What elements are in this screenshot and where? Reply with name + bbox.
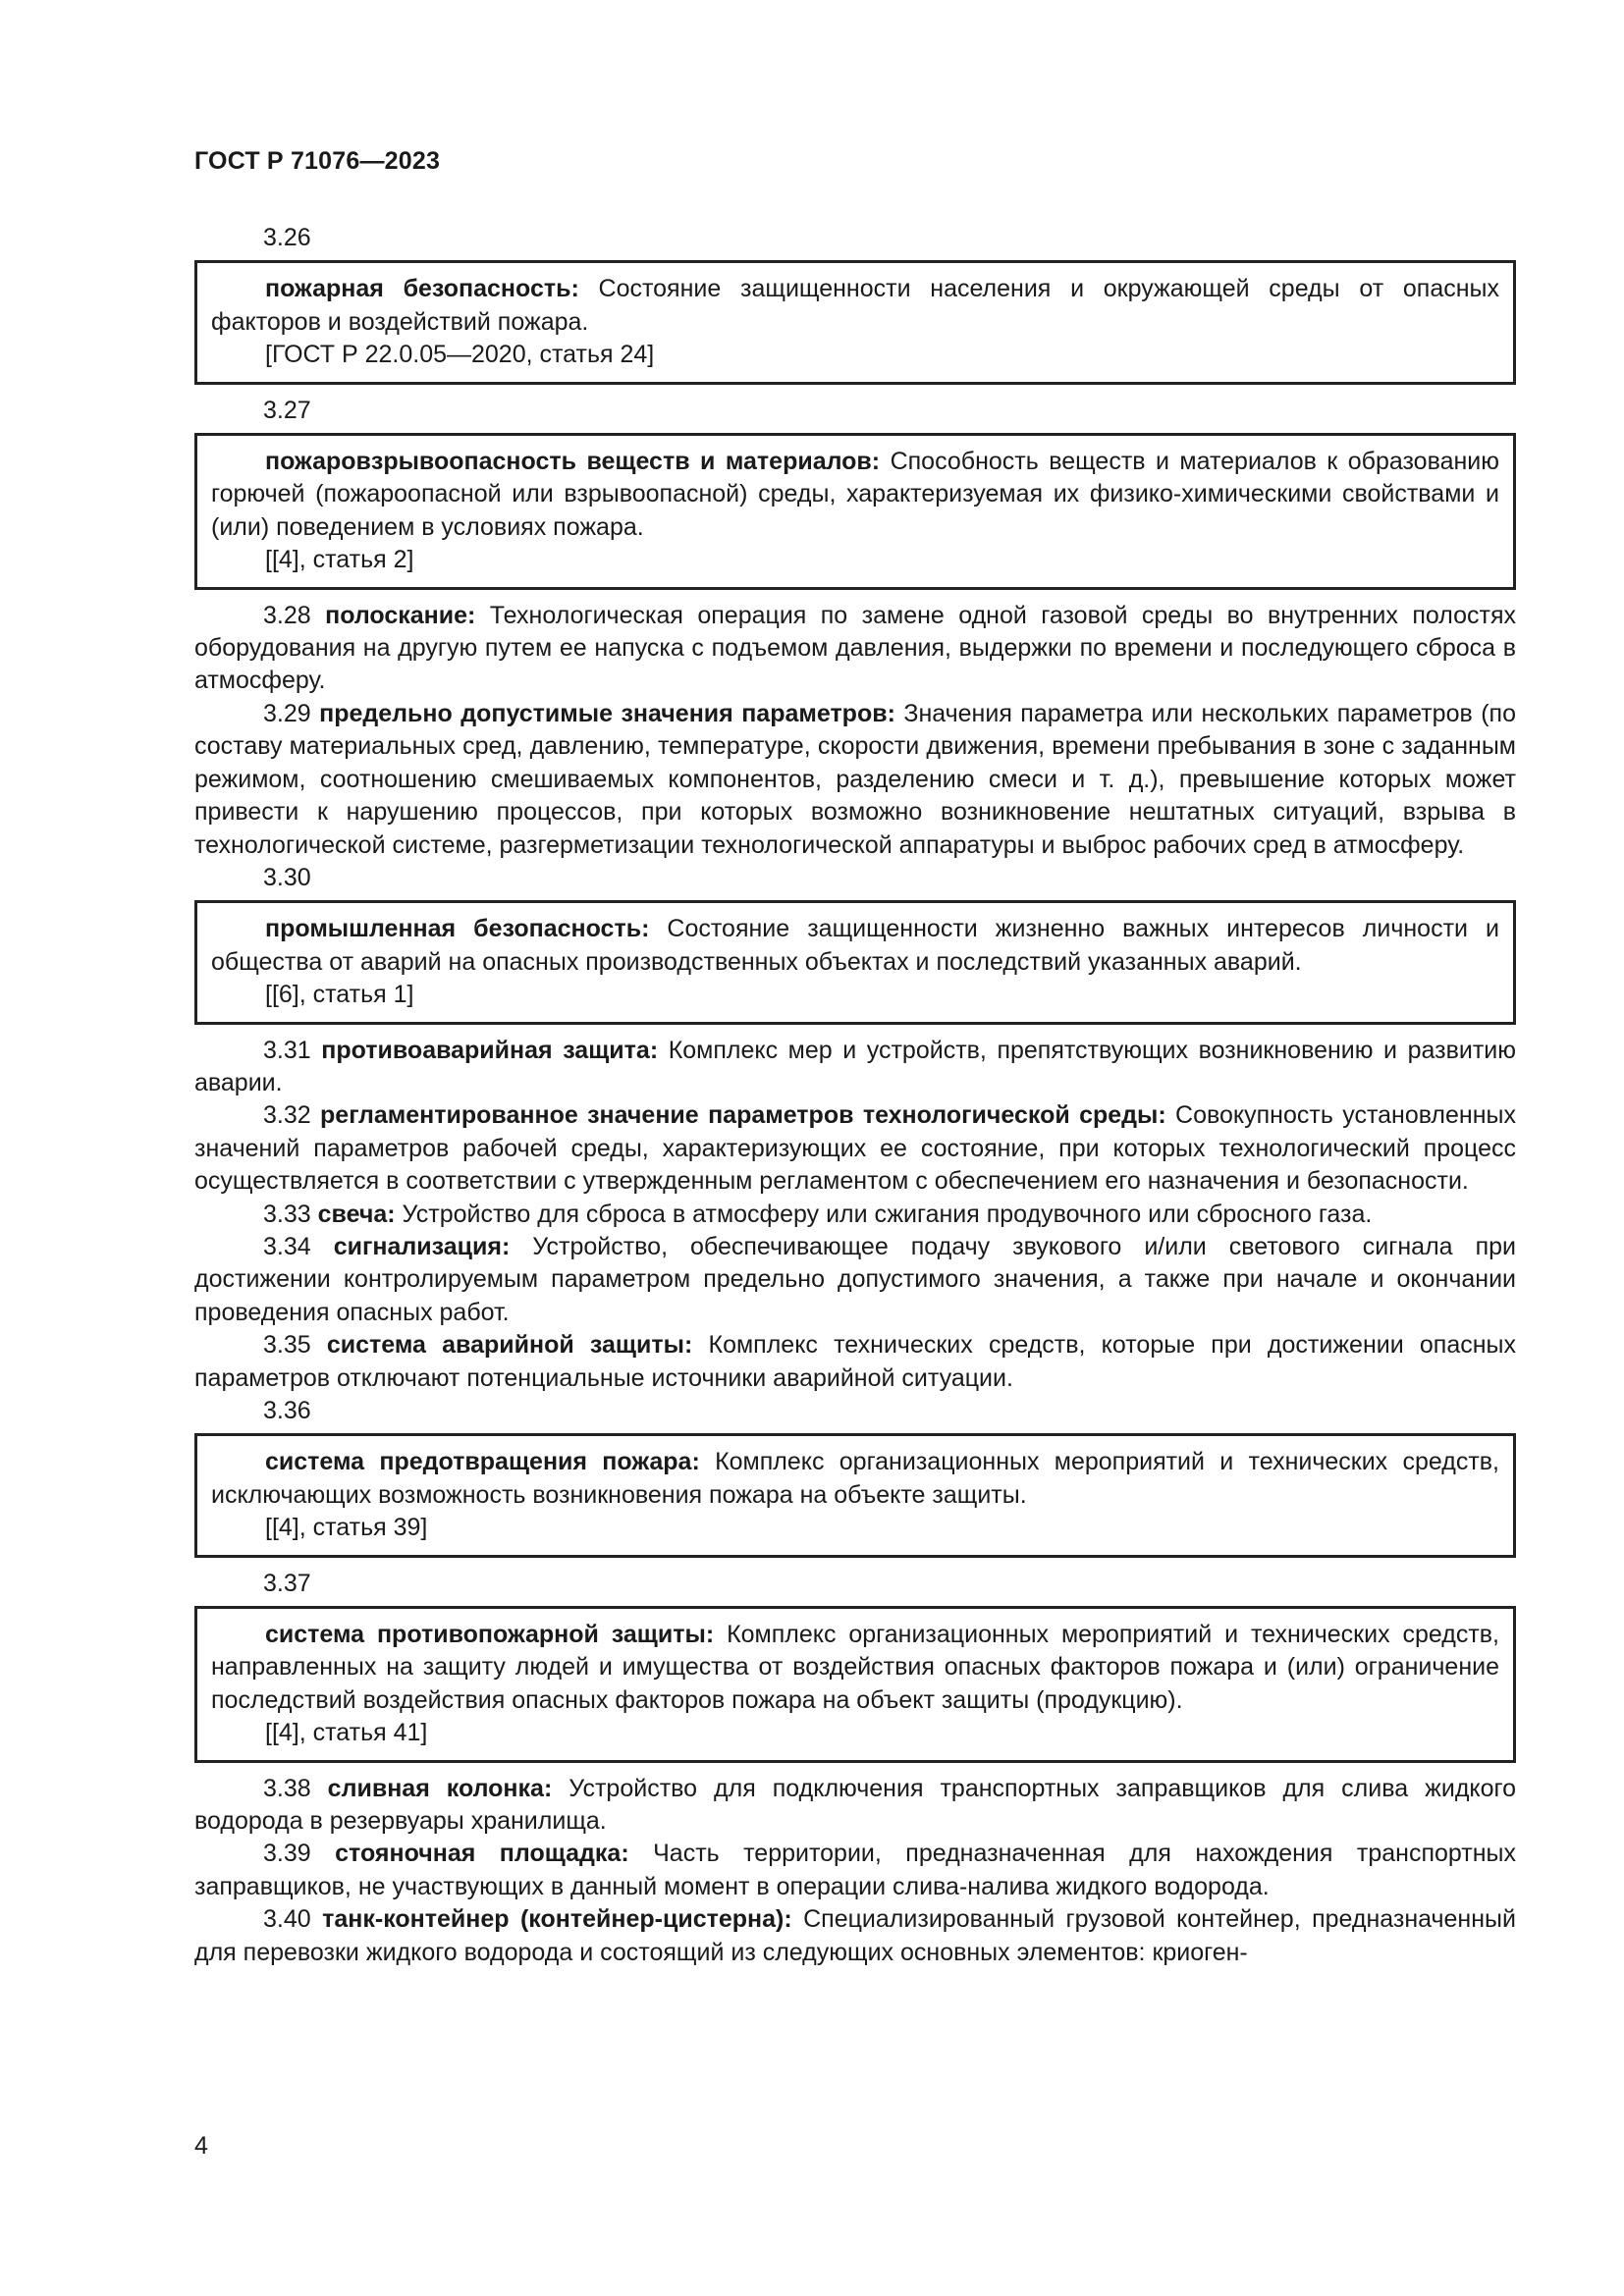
source-reference: [[6], статья 1] (265, 981, 414, 1009)
term-number: 3.26 (263, 224, 311, 251)
term-entry (194, 1903, 1516, 1969)
term-entry (194, 600, 1516, 698)
quoted-definition-box (194, 260, 1516, 384)
term-entry (194, 1838, 1516, 1903)
definition-text: Комплекс мер и устройств, препятствующих возникновению и развитию аварии. (194, 1036, 1516, 1096)
term: предельно допустимые значения параметров: (319, 699, 895, 727)
term: сигнализация: (333, 1232, 511, 1260)
term-entry (194, 1231, 1516, 1329)
definition-text: Комплекс организационных мероприятий и технических средств, исключающих возможность возникновения пожара на объекте защиты. (211, 1448, 1500, 1509)
definition-text: Значения параметра или нескольких параметров (по составу материальных сред, давлению, температуре, скорости движения, времени пребывания в зоне с заданным режимом, соотношению смешиваемых компонентов, разделению смеси и т. д.), превышение которых может привести к нарушению процессов, при которых возможно возникновение нештатных ситуаций, взрыва в технологической системе, разгерметизации технологической аппаратуры и выброс рабочих сред в атмосферу. (194, 699, 1516, 859)
term-number: 3.33 (263, 1200, 311, 1228)
definition (211, 913, 1499, 979)
term: танк-контейнер (контейнер-цистерна): (322, 1905, 792, 1934)
term-number: 3.32 (263, 1101, 311, 1130)
term: регламентированное значение параметров технологической среды: (320, 1101, 1166, 1130)
term: пожаровзрывоопасность веществ и материалов: (265, 448, 881, 476)
terms-section (194, 222, 1516, 1969)
definition-text: Часть территории, предназначенная для нахождения транспортных заправщиков, не участвующих в данный момент в операции слива-налива жидкого водорода. (194, 1840, 1516, 1900)
term: сливная колонка: (327, 1774, 553, 1802)
document-header: ГОСТ Р 71076—2023 (194, 147, 441, 175)
source-reference: [ГОСТ Р 22.0.05—2020, статья 24] (265, 341, 655, 369)
term-number: 3.35 (263, 1331, 311, 1360)
term-number: 3.28 (263, 601, 311, 629)
term-number: 3.29 (263, 699, 311, 727)
definition-text: Совокупность установленных значений параметров рабочей среды, характеризующих ее состояние, при которых технологический процесс осуществляется в соответствии с утвержденным регламентом с обеспечением его назначения и безопасности. (194, 1101, 1517, 1196)
term-entry (194, 1099, 1516, 1198)
definition (211, 273, 1499, 339)
term-number: 3.36 (263, 1397, 311, 1424)
definition-text: Устройство, обеспечивающее подачу звукового и/или светового сигнала при достижении контролируемым параметром предельно допустимого значения, а также при начале и окончании проведения опасных работ. (194, 1232, 1516, 1326)
term: система аварийной защиты: (326, 1331, 693, 1360)
definition-text: Состояние защищенности жизненно важных интересов личности и общества от аварий на опасных производственных объектах и последствий указанных аварий. (211, 915, 1499, 976)
term-number: 3.31 (263, 1036, 311, 1064)
source-reference: [[4], статья 2] (265, 546, 414, 574)
term-number: 3.39 (263, 1840, 311, 1868)
term-number: 3.38 (263, 1774, 311, 1802)
term: стояночная площадка: (335, 1840, 629, 1868)
term-number: 3.27 (263, 396, 311, 424)
definition-text: Комплекс организационных мероприятий и технических средств, направленных на защиту людей и имущества от воздействия опасных факторов пожара и (или) ограничение последствий воздействия опасных факторов пожара на объект защиты (продукцию). (211, 1621, 1499, 1714)
term: противоаварийная защита: (321, 1036, 659, 1064)
term: промышленная безопасность: (265, 915, 650, 943)
source-reference: [[4], статья 39] (265, 1514, 428, 1542)
quoted-definition-box (194, 1606, 1516, 1763)
term-entry (194, 1329, 1516, 1395)
term-entry (194, 1035, 1516, 1100)
definition-text: Способность веществ и материалов к образованию горючей (пожароопасной или взрывоопасной) среды, характеризуемая их физико-химическими свойствами и (или) поведением в условиях пожара. (211, 448, 1499, 541)
term-entry (194, 698, 1516, 862)
term: система противопожарной защиты: (265, 1621, 715, 1649)
definition (211, 446, 1499, 544)
definition-text: Устройство для сброса в атмосферу или сжигания продувочного или сбросного газа. (395, 1200, 1373, 1228)
page-number: 4 (194, 2132, 208, 2160)
quoted-definition-box (194, 1433, 1516, 1557)
term-number: 3.34 (263, 1232, 311, 1260)
term-entry (194, 1199, 1516, 1231)
term: полоскание: (325, 601, 476, 629)
term: пожарная безопасность: (265, 275, 579, 303)
definition-text: Состояние защищенности населения и окружающей среды от опасных факторов и воздействий пожара. (211, 275, 1500, 336)
definition-text: Устройство для подключения транспортных заправщиков для слива жидкого водорода в резервуары хранилища. (194, 1774, 1516, 1836)
term-number: 3.30 (263, 863, 311, 891)
definition (211, 1446, 1499, 1512)
definition (211, 1619, 1499, 1717)
quoted-definition-box (194, 900, 1516, 1024)
term-number: 3.37 (263, 1569, 311, 1597)
source-reference: [[4], статья 41] (265, 1719, 428, 1747)
definition-text: Комплекс технических средств, которые при достижении опасных параметров отключают потенциальные источники аварийной ситуации. (194, 1331, 1517, 1392)
term-entry (194, 1773, 1516, 1839)
definition-text: Технологическая операция по замене одной газовой среды во внутренних полостях оборудования на другую путем ее напуска с подъемом давления, выдержки по времени и последующего сброса в атмосферу. (194, 601, 1516, 695)
term: система предотвращения пожара: (265, 1448, 700, 1476)
term: свеча: (317, 1200, 396, 1228)
definition-text: Специализированный грузовой контейнер, предназначенный для перевозки жидкого водорода и состоящий из следующих основных элементов: криоген- (194, 1905, 1516, 1966)
quoted-definition-box (194, 433, 1516, 590)
term-number: 3.40 (263, 1905, 311, 1934)
